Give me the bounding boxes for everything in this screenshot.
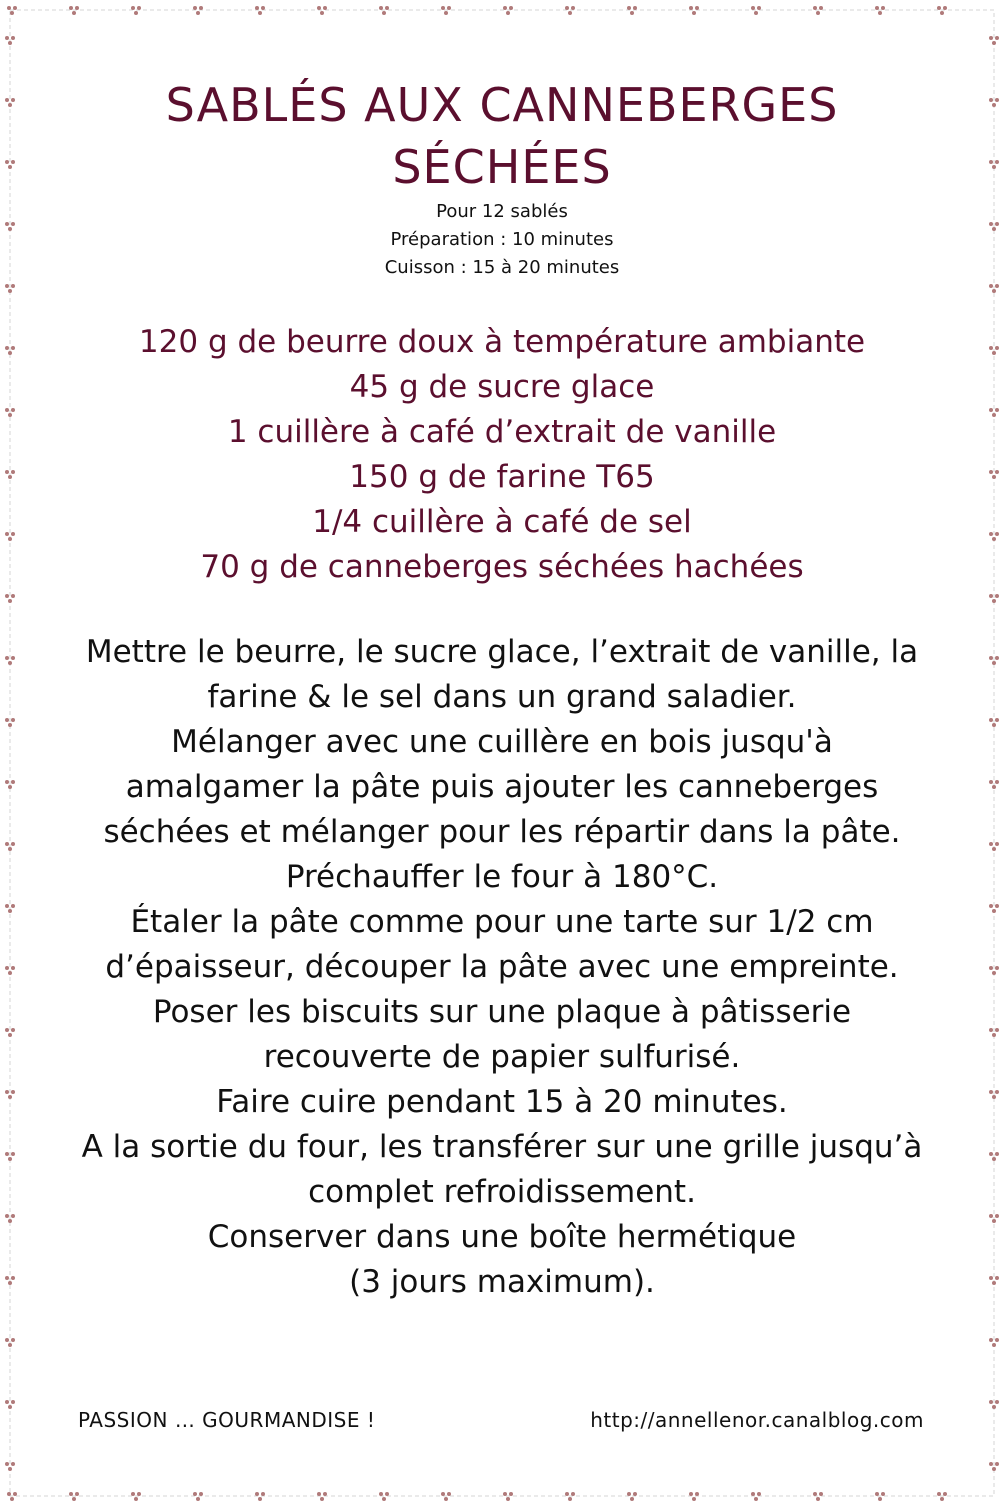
recipe-card	[30, 30, 974, 1476]
ingredient-item: 45 g de sucre glace	[349, 369, 655, 405]
instruction-line: amalgamer la pâte puis ajouter les canneberges	[125, 769, 879, 805]
instruction-line: Mettre le beurre, le sucre glace, l’extrait de vanille, la	[85, 634, 919, 670]
instruction-line: Faire cuire pendant 15 à 20 minutes.	[216, 1084, 788, 1120]
instruction-line: Conserver dans une boîte hermétique	[207, 1219, 797, 1255]
instruction-line: d’épaisseur, découper la pâte avec une empreinte.	[105, 949, 899, 985]
ingredients-list	[30, 320, 974, 590]
instruction-line: Étaler la pâte comme pour une tarte sur 1/2 cm	[130, 904, 874, 940]
instruction-line: Préchauffer le four à 180°C.	[285, 859, 719, 895]
cooking-time: Cuisson : 15 à 20 minutes	[384, 257, 620, 278]
footer-signature: PASSION … GOURMANDISE !	[78, 1408, 376, 1432]
ingredient-item: 1 cuillère à café d’extrait de vanille	[227, 414, 777, 450]
ingredient-item: 150 g de farine T65	[349, 459, 655, 495]
preparation-time: Préparation : 10 minutes	[390, 229, 614, 250]
ingredient-item: 1/4 cuillère à café de sel	[312, 504, 692, 540]
instruction-line: farine & le sel dans un grand saladier.	[207, 679, 797, 715]
instruction-line: Mélanger avec une cuillère en bois jusqu'à	[171, 724, 833, 760]
instruction-line: A la sortie du four, les transférer sur une grille jusqu’à	[81, 1129, 923, 1165]
recipe-meta	[30, 198, 974, 282]
title-line-2: SÉCHÉES	[392, 140, 612, 194]
recipe-title	[30, 74, 974, 198]
title-line-1: SABLÉS AUX CANNEBERGES	[165, 78, 839, 132]
servings-text: Pour 12 sablés	[436, 201, 568, 222]
instruction-line: séchées et mélanger pour les répartir dans la pâte.	[103, 814, 901, 850]
instruction-line: Poser les biscuits sur une plaque à pâtisserie	[152, 994, 852, 1030]
instruction-line: recouverte de papier sulfurisé.	[263, 1039, 741, 1075]
ingredient-item: 120 g de beurre doux à température ambiante	[138, 324, 866, 360]
footer-blog-url: http://annellenor.canalblog.com	[590, 1408, 924, 1432]
instruction-line: complet refroidissement.	[308, 1174, 696, 1210]
instructions	[30, 630, 974, 1305]
ingredient-item: 70 g de canneberges séchées hachées	[200, 549, 804, 585]
instruction-line: (3 jours maximum).	[349, 1264, 655, 1300]
